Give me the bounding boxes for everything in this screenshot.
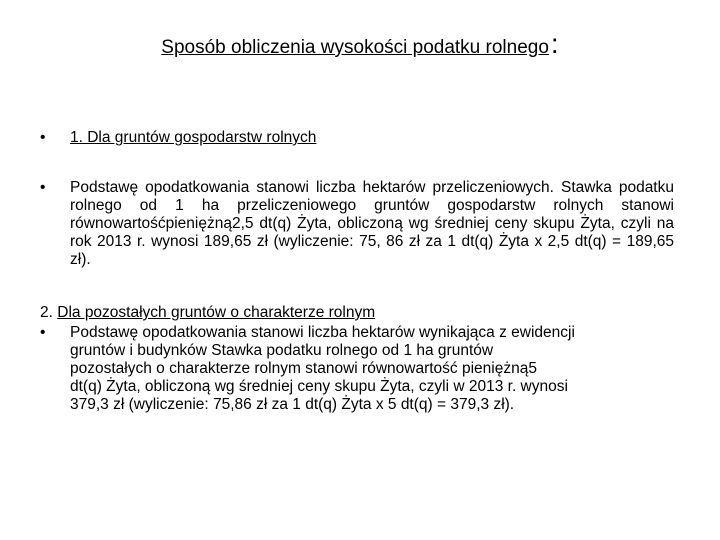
section-2-heading-text: Dla pozostałych gruntów o charakterze rolnym <box>57 304 376 321</box>
slide-title-colon: : <box>550 28 559 59</box>
bullet-item-1-text: 1. Dla gruntów gospodarstw rolnych <box>70 129 317 146</box>
bullet-item-3-text <box>70 324 680 414</box>
bullet-item-2 <box>40 179 674 269</box>
bullet-item-3-line: pozostałych o charakterze rolnym stanowi równowartość pieniężną5 <box>70 360 537 377</box>
slide-title <box>0 28 720 60</box>
bullet-item-3 <box>40 324 690 414</box>
bullet-item-3-line: gruntów i budynków Stawka podatku rolnego od 1 ha gruntów <box>70 342 494 359</box>
bullet-item-3-line: dt(q) Żyta, obliczoną wg średniej ceny skupu Żyta, czyli w 2013 r. wynosi <box>70 378 568 395</box>
slide-title-text: Sposób obliczenia wysokości podatku rolnego <box>161 37 549 58</box>
bullet-item-2-text: Podstawę opodatkowania stanowi liczba hektarów przeliczeniowych. Stawka podatku rolnego od 1 ha przeliczeniowego gruntów gospodarstw rolnych stanowi równowartośćpieniężną2,5 dt(q) Żyta, obliczoną wg średniej ceny skupu Żyta, czyli na rok 2013 r. wynosi 189,65 zł (wyliczenie: 75, 86 zł za 1 dt(q) Żyta x 2,5 dt(q) = 189,65 zł). <box>70 179 674 268</box>
bullet-item-3-line: 379,3 zł (wyliczenie: 75,86 zł za 1 dt(q) Żyta x 5 dt(q) = 379,3 zł). <box>70 396 515 413</box>
bullet-icon: • <box>40 129 46 146</box>
bullet-icon: • <box>40 179 46 196</box>
bullet-item-3-line: Podstawę opodatkowania stanowi liczba hektarów wynikająca z ewidencji <box>70 324 575 341</box>
section-2-number: 2. <box>40 304 53 321</box>
bullet-icon: • <box>40 324 46 341</box>
bullet-item-1 <box>40 129 680 147</box>
section-2-heading <box>40 304 375 322</box>
